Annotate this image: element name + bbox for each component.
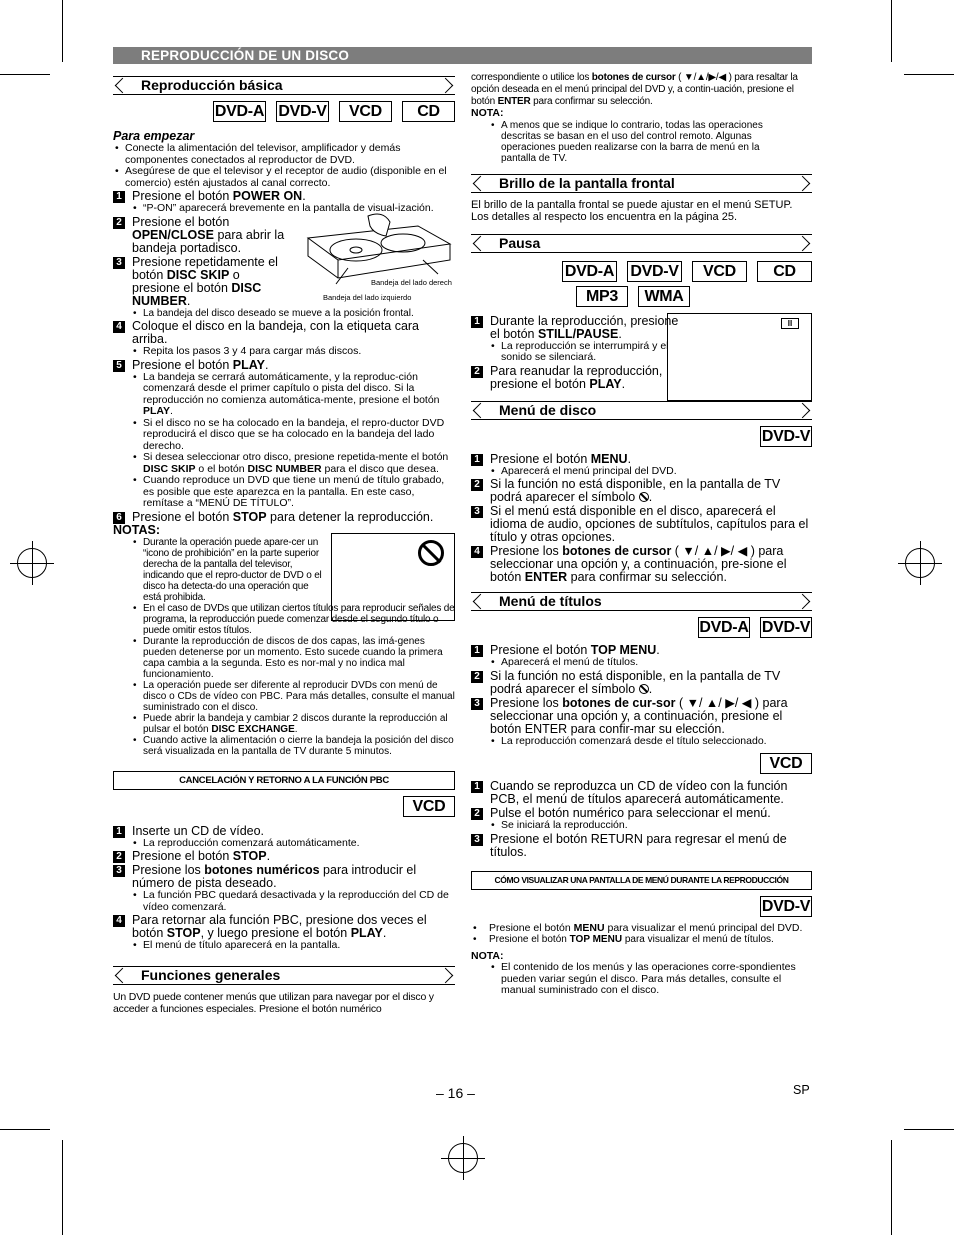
language-code: SP <box>793 1083 810 1097</box>
notas-block <box>113 537 455 757</box>
pbc-heading: CANCELACIÓN Y RETORNO A LA FUNCIÓN PBC <box>113 771 455 790</box>
general-text: Un DVD puede contener menús que utilizan para navegar por el disco y acceder a funciones especiales. Presione el botón numérico <box>113 990 434 1015</box>
section-heading-pausa: Pausa <box>471 234 812 253</box>
crop-mark <box>62 1140 63 1235</box>
during-heading: CÓMO VISUALIZAR UNA PANTALLA DE MENÚ DURANTE LA REPRODUCCIÓN <box>471 871 812 890</box>
start-bullet: • Asegúrese de que el televisor y el receptor de audio (disponible en el comercio) estén ajustados al canal correcto. <box>115 166 455 189</box>
step-note: • El menú de título aparecerá en la pantalla. <box>133 940 455 952</box>
crop-mark <box>62 0 63 62</box>
step-6: 6 Presione el botón STOP para detener la reproducción. <box>113 511 455 524</box>
title-menu-step-1: 1 Presione el botón TOP MENU. <box>471 644 812 657</box>
brillo-text: El brillo de la pantalla frontal se puede ajustar en el menú SETUP. Los detalles al respecto los encuentra en la página 25. <box>471 198 793 223</box>
continuation-text: correspondiente o utilice los botones de cursor ( ▼/▲/▶/◀ ) para resaltar la opción deseada en el menú principal del DVD y, a contin-uación, presione el botón ENTER para confirmar su selección. <box>471 72 798 107</box>
registration-mark <box>17 548 47 578</box>
crop-mark <box>0 1129 50 1130</box>
disc-menu-step-2: 2 Si la función no está disponible, en la pantalla de TV podrá aparecer el símbolo . <box>471 478 812 504</box>
step-note: • Se iniciará la reproducción. <box>491 820 812 832</box>
badge-dvd-v: DVD-V <box>276 101 329 122</box>
notas-label: NOTAS: <box>113 522 160 537</box>
start-bullet: • Conecte la alimentación del televisor, amplificador y demás componentes conectados al reproductor de DVD. <box>115 143 455 166</box>
start-title: Para empezar <box>113 129 195 143</box>
page-number: – 16 – <box>436 1085 475 1101</box>
section-heading-title-menu: Menú de títulos <box>471 592 812 611</box>
badge-dvd-a: DVD-A <box>214 103 265 120</box>
step-2: 2 Presione el botón OPEN/CLOSE para abrir la bandeja portadisco. <box>113 216 291 255</box>
nota-item: • Durante la reproducción de discos de dos capas, las imá-genes pueden detenerse por un momento. Esto sucede cuando la primera capa cambia a la segunda. Esto es nor-mal y no indica mal funcionamiento. <box>133 636 455 680</box>
title-menu-step-3: 3 Presione los botones de cur-sor ( ▼/ ▲/ ▶/ ◀ ) para seleccionar una opción y, a continuación, presione el botón ENTER para confir-mar su elección. <box>471 697 812 736</box>
badge-dvd-a: DVD-A <box>699 619 749 636</box>
step-note: • La reproducción comenzará desde el título seleccionado. <box>491 736 812 748</box>
badge-dvd-v: DVD-V <box>761 427 811 445</box>
step-1: 1 Presione el botón POWER ON. <box>113 190 455 203</box>
crop-mark <box>904 74 954 75</box>
disc-menu-step-1: 1 Presione el botón MENU. <box>471 453 812 466</box>
nota-label: NOTA: <box>471 107 504 119</box>
nota-item: • La operación puede ser diferente al reproducir DVDs con menú de disco o CDs de vídeo con PBC. Para más detalles, consulte el manual suministrado con el disco. <box>133 680 455 713</box>
badge-mp3: MP3 <box>576 286 628 307</box>
step-note: • Si el disco no se ha colocado en la bandeja, el repro-ductor DVD reproducirá el disco que se ha colocado en la bandeja del lado derecho. <box>133 418 455 453</box>
nota-label: NOTA: <box>471 949 504 962</box>
during-badges <box>471 896 812 917</box>
disc-badges <box>213 101 455 122</box>
nota-item: • El contenido de los menús y las operaciones corre-spondientes pueden variar según el disco. Para más detalles, consulte el manual suministrado con el disco. <box>491 962 812 997</box>
tray-right-label: Bandeja del lado derech <box>371 277 452 287</box>
pause-icon: II <box>781 318 799 329</box>
registration-mark <box>448 1143 478 1173</box>
crop-mark <box>891 0 892 62</box>
badge-vcd: VCD <box>403 796 455 817</box>
step-note: • Si desea seleccionar otro disco, presione repetida-mente el botón DISC SKIP o el botón DISC NUMBER para el disco que desea. <box>133 452 455 475</box>
pausa-step-1: 1 Durante la reproducción, presione el botón STILL/PAUSE. <box>471 315 691 341</box>
pausa-badges <box>471 261 812 282</box>
nota-item: • En el caso de DVDs que utilizan ciertos títulos para reproducir señales de programa, la reproducción puede comenzar desde el segundo título o puede omitir estos títulos. <box>133 603 455 636</box>
tray-left-label: Bandeja del lado izquierdo <box>323 292 412 302</box>
vcd-badges <box>471 753 812 774</box>
right-column <box>471 72 812 997</box>
page-header: REPRODUCCIÓN DE UN DISCO <box>113 47 812 64</box>
disc-menu-step-4: 4 Presione los botones de cursor ( ▼/ ▲/ ▶/ ◀ ) para seleccionar una opción y, a continuación, pre-sione el botón ENTER para confirmar su selección. <box>471 545 812 584</box>
badge-vcd: VCD <box>692 261 747 282</box>
section-heading-disc-menu: Menú de disco <box>471 401 812 420</box>
step-note: • La bandeja del disco deseado se mueve a la posición frontal. <box>133 308 455 320</box>
registration-mark <box>905 548 935 578</box>
badge-dvd-v: DVD-V <box>761 619 811 636</box>
left-column <box>113 74 455 1015</box>
nota-item: • Durante la operación puede apare-cer un “icono de prohibición” en la parte superior derecha de la pantalla del televisor, indicando que el repro-ductor de DVD o el disco ha detecta-do una operación que está prohibida. <box>133 537 328 603</box>
prohibition-icon <box>418 540 444 566</box>
crop-mark <box>0 74 50 75</box>
vcd-step-3: 3 Presione el botón RETURN para regresar el menú de títulos. <box>471 833 812 859</box>
step-3: 3 Presione repetidamente el botón DISC SKIP o presione el botón DISC NUMBER. <box>113 256 291 308</box>
vcd-step-2: 2 Pulse el botón numérico para seleccionar el menú. <box>471 807 812 820</box>
step-note: • La reproducción comenzará automáticamente. <box>133 838 455 850</box>
step-note: • “P-ON” aparecerá brevemente en la pantalla de visual-ización. <box>133 203 455 215</box>
step-note: • Cuando reproduce un DVD que tiene un menú de título grabado, es posible que este aparezca en la pantalla. En este caso, remítase a “MENÚ DE TÍTULO”. <box>133 475 455 510</box>
crop-mark <box>904 1129 954 1130</box>
step-note: • Aparecerá el menú principal del DVD. <box>491 466 812 478</box>
step-note: • La bandeja se cerrará automáticamente, y la reproduc-ción comenzará desde el primer capítulo o pista del disco. Si la reproducción no comienza automática-mente, presione el botón PLAY. <box>133 372 455 418</box>
tray-block <box>113 216 455 308</box>
step-note: • Repita los pasos 3 y 4 para cargar más discos. <box>133 346 455 358</box>
disc-menu-badges <box>471 426 812 447</box>
step-note: • La función PBC quedará desactivada y la reproducción del CD de vídeo comenzará. <box>133 890 455 913</box>
section-heading-brillo: Brillo de la pantalla frontal <box>471 174 812 193</box>
crop-mark <box>891 1140 892 1235</box>
section-heading-basic: Reproducción básica <box>113 76 455 95</box>
badge-dvd-v: DVD-V <box>627 261 682 282</box>
title-menu-badges <box>471 617 812 638</box>
badge-wma: WMA <box>638 286 690 307</box>
badge-dvd-a: DVD-A <box>562 261 617 282</box>
nota-item: • Puede abrir la bandeja y cambiar 2 discos durante la reproducción al pulsar el botón DISC EXCHANGE. <box>133 713 455 735</box>
badge-cd: CD <box>402 101 455 122</box>
during-bullet: • Presione el botón TOP MENU para visualizar el menú de títulos. <box>473 934 812 945</box>
pbc-step-1: 1 Inserte un CD de vídeo. <box>113 825 455 838</box>
disc-menu-step-3: 3 Si el menú está disponible en el disco, aparecerá el idioma de audio, opciones de subtítulos, capítulos para el título y otras opciones. <box>471 505 812 544</box>
step-5: 5 Presione el botón PLAY. <box>113 359 455 372</box>
nota-item: • Cuando active la alimentación o cierre la bandeja la posición del disco será visualizada en la pantalla de TV durante 5 minutos. <box>133 735 455 757</box>
pausa-step-2: 2 Para reanudar la reproducción, presione el botón PLAY. <box>471 365 691 391</box>
pbc-step-3: 3 Presione los botones numéricos para introducir el número de pista deseado. <box>113 864 455 890</box>
pbc-step-2: 2 Presione el botón STOP. <box>113 850 455 863</box>
title-menu-step-2: 2 Si la función no está disponible, en la pantalla de TV podrá aparecer el símbolo . <box>471 670 812 696</box>
section-heading-general: Funciones generales <box>113 966 455 985</box>
nota-item: • A menos que se indique lo contrario, todas las operaciones descritas se basan en el uso del control remoto. Algunas operaciones pueden realizarse con la barra de menú en la pantalla de TV. <box>491 120 791 164</box>
badge-dvd-v: DVD-V <box>761 897 811 915</box>
pbc-badges <box>113 796 455 817</box>
badge-cd: CD <box>757 261 812 282</box>
step-note: • La reproducción se interrumpirá y el sonido se silenciará. <box>491 341 691 364</box>
prohibition-icon <box>639 492 649 502</box>
badge-vcd: VCD <box>339 101 392 122</box>
step-4: 4 Coloque el disco en la bandeja, con la etiqueta cara arriba. <box>113 320 455 346</box>
badge-vcd: VCD <box>760 753 812 774</box>
pausa-badges-row2 <box>576 286 812 307</box>
pbc-step-4: 4 Para retornar ala función PBC, presione dos veces el botón STOP, y luego presione el botón PLAY. <box>113 914 455 940</box>
step-note: • Aparecerá el menú de títulos. <box>491 657 812 669</box>
vcd-step-1: 1 Cuando se reproduzca un CD de vídeo con la función PCB, el menú de títulos aparecerá automáticamente. <box>471 780 812 806</box>
pausa-block <box>471 315 812 391</box>
during-bullet: • Presione el botón MENU para visualizar el menú principal del DVD. <box>473 923 812 934</box>
prohibition-icon <box>639 684 649 694</box>
